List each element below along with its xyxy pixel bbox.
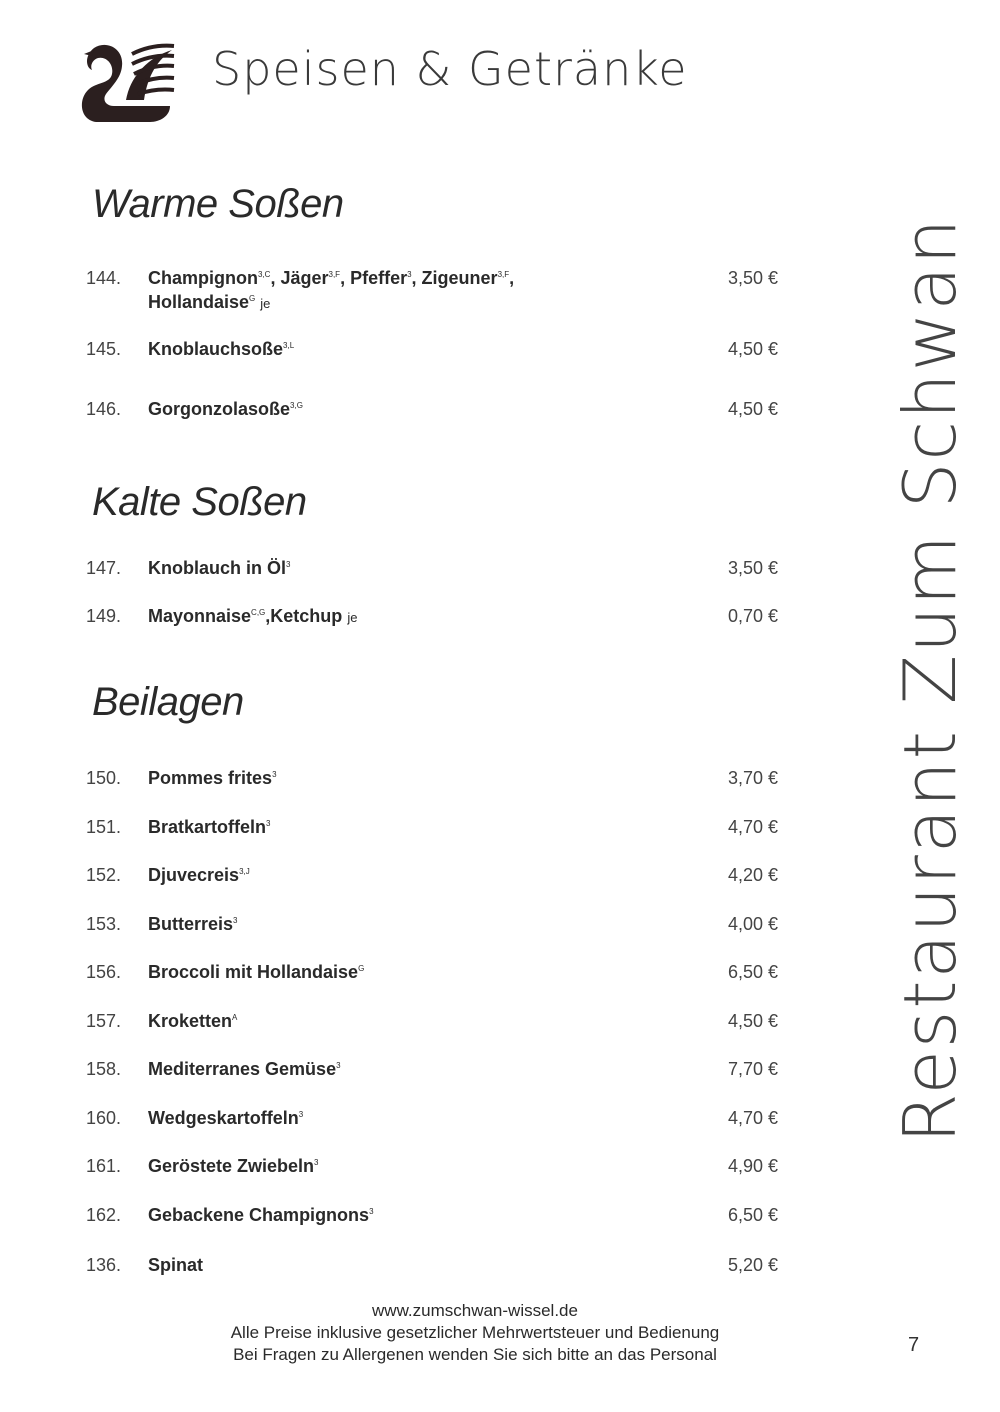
- item-number: 156.: [86, 962, 122, 982]
- item-price: 3,70 €: [727, 768, 778, 788]
- item-price: 7,70 €: [727, 1059, 778, 1079]
- item-name: Gebackene Champignons$^3$: [148, 1205, 374, 1225]
- item-number: 145.: [86, 339, 122, 359]
- item-price: 4,70 €: [727, 817, 778, 837]
- footer-allergen-note: Bei Fragen zu Allergenen wenden Sie sich bitte an das Personal: [233, 1345, 717, 1364]
- item-number: 153.: [86, 914, 122, 934]
- footer-tax-note: Alle Preise inklusive gesetzlicher Mehrwertsteuer und Bedienung: [230, 1323, 720, 1342]
- item-name: Broccoli mit Hollandaise$^G$: [148, 962, 365, 982]
- item-price: 4,90 €: [727, 1156, 778, 1176]
- item-price: 3,50 €: [727, 268, 778, 288]
- item-price: 4,00 €: [727, 914, 778, 934]
- item-name: Bratkartoffeln$^3$: [148, 817, 271, 837]
- item-number: 162.: [86, 1205, 122, 1225]
- section-heading-beilagen: Beilagen: [92, 680, 244, 724]
- item-number: 160.: [86, 1108, 122, 1128]
- website-link[interactable]: www.zumschwan-wissel.de: [372, 1301, 578, 1320]
- item-name: Pommes frites$^3$: [148, 768, 277, 788]
- item-number: 147.: [86, 558, 122, 578]
- item-price: 6,50 €: [727, 962, 778, 982]
- item-name: Mayonnaise$^{C,G}$,Ketchup je: [148, 606, 358, 626]
- item-price: 6,50 €: [727, 1205, 778, 1225]
- item-name: Butterreis$^3$: [148, 914, 238, 934]
- restaurant-name-vertical: Restaurant Zum Schwan: [888, 216, 972, 1144]
- item-price: 0,70 €: [727, 606, 778, 626]
- item-number: 146.: [86, 399, 122, 419]
- item-price: 4,50 €: [727, 339, 778, 359]
- item-number: 161.: [86, 1156, 122, 1176]
- item-number: 158.: [86, 1059, 122, 1079]
- item-number: 144.: [86, 268, 122, 288]
- item-name: Gorgonzolasoße$^{3,G}$: [148, 399, 303, 419]
- section-heading-warme-sossen: Warme Soßen: [92, 182, 344, 226]
- item-name: Knoblauch in $Öl^3$: [148, 558, 291, 578]
- item-price: 5,20 €: [727, 1255, 778, 1275]
- item-name: Wedgeskartoffeln$^3$: [148, 1108, 304, 1128]
- item-name: Spinat: [148, 1255, 204, 1275]
- page-header: [72, 30, 792, 130]
- item-name: Geröstete Zwiebeln$^3$: [148, 1156, 319, 1176]
- item-number: 152.: [86, 865, 122, 885]
- swan-logo-icon: [76, 34, 176, 124]
- item-price: 3,50 €: [727, 558, 778, 578]
- item-price: 4,50 €: [727, 1011, 778, 1031]
- item-number: 149.: [86, 606, 122, 626]
- item-name: Djuvecreis$^{3,J}$: [148, 865, 250, 885]
- page-number: 7: [908, 1334, 920, 1356]
- item-number: 151.: [86, 817, 122, 837]
- item-number: 150.: [86, 768, 122, 788]
- item-name: Mediterranes Gemüse$^3$: [148, 1059, 341, 1079]
- item-price: 4,70 €: [727, 1108, 778, 1128]
- item-name: Champignon$^{3,C}$, Jäger$^{3,F}$, Pfeffer$^3$, Zigeuner$^{3,F}$, Hollandaise$^G$ je: [148, 268, 515, 312]
- item-price: 4,20 €: [727, 865, 778, 885]
- page-title: Speisen & Getränke: [212, 42, 688, 96]
- item-number: 157.: [86, 1011, 122, 1031]
- page-footer: [150, 1300, 800, 1366]
- item-number: 136.: [86, 1255, 122, 1275]
- item-price: 4,50 €: [727, 399, 778, 419]
- section-heading-kalte-sossen: Kalte Soßen: [92, 480, 307, 524]
- item-name: Knoblauchsoße$^{3,L}$: [148, 339, 295, 359]
- item-name: Kroketten$^A$: [148, 1011, 238, 1031]
